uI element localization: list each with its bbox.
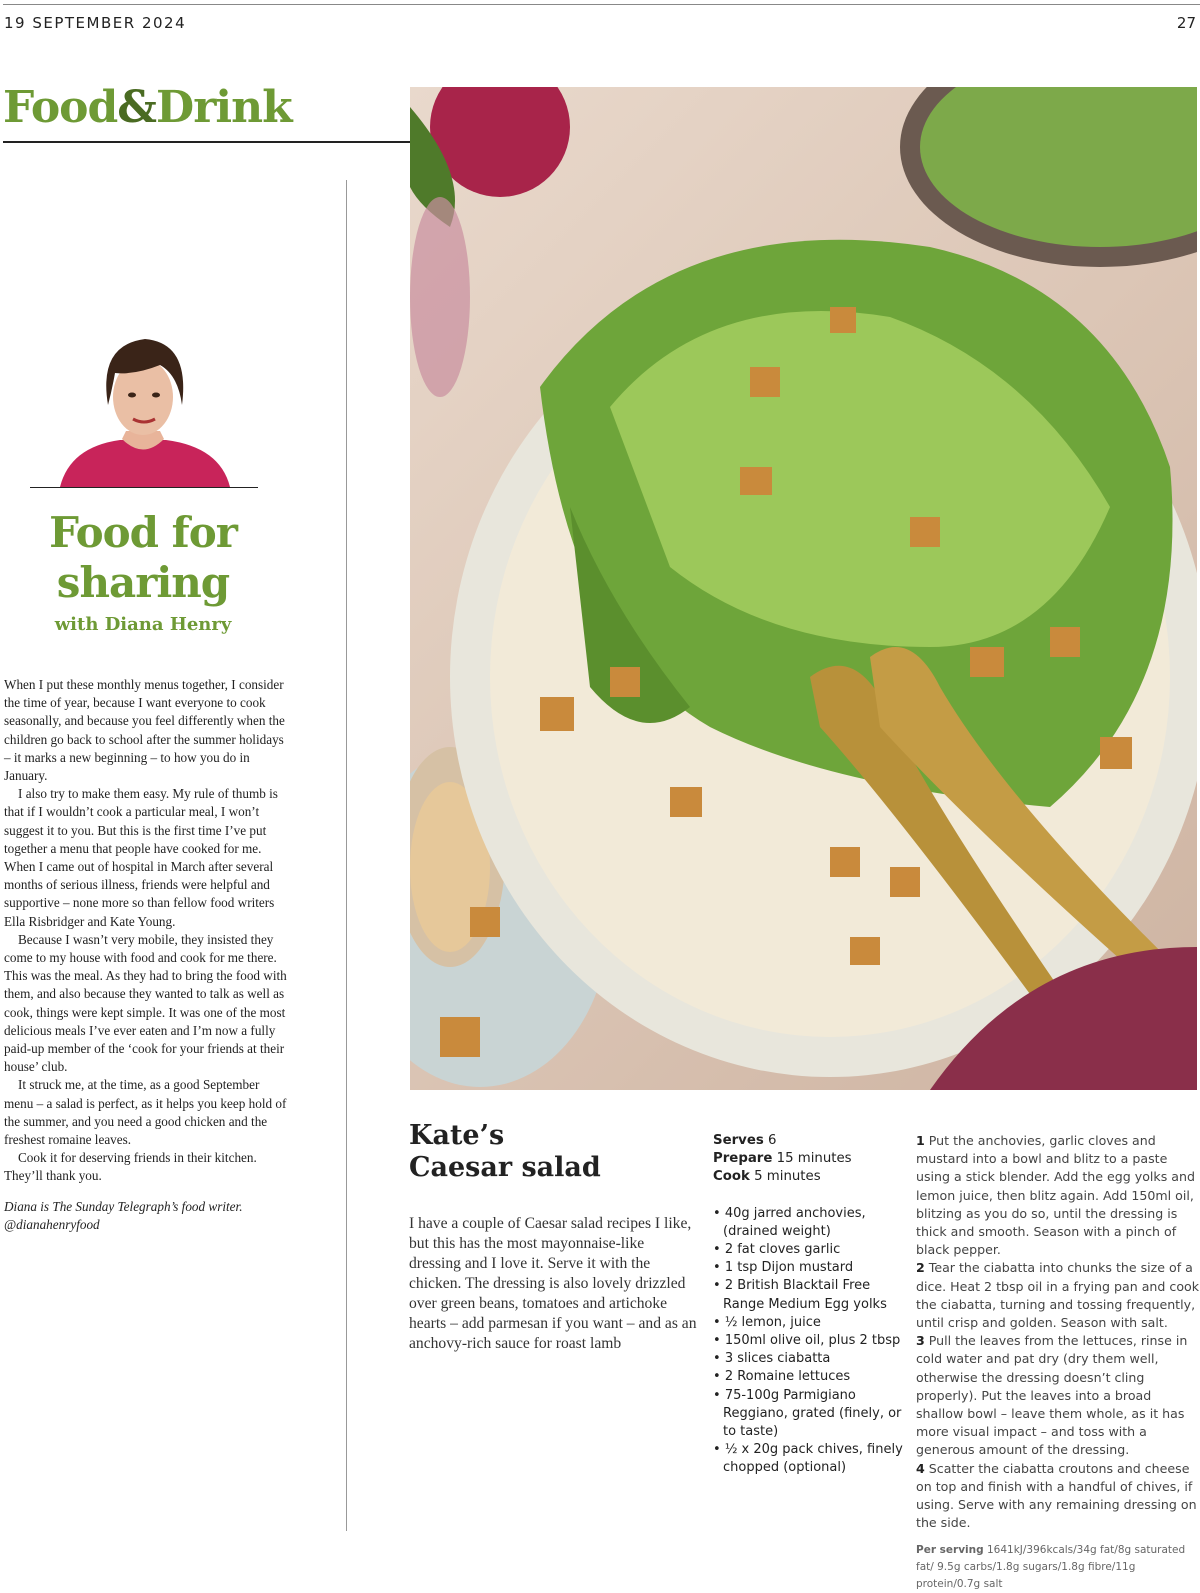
- page-number: 27: [1176, 14, 1196, 32]
- recipe-method: [916, 1132, 1200, 1593]
- ingredient: • 150ml olive oil, plus 2 tbsp: [713, 1332, 907, 1350]
- ingredient: • 2 British Blacktail Free Range Medium Egg yolks: [713, 1277, 907, 1313]
- author-signoff: [4, 1198, 288, 1234]
- prepare-value: 15 minutes: [776, 1151, 852, 1167]
- ingredient: • 75-100g Parmigiano Reggiano, grated (finely, or to taste): [713, 1387, 907, 1442]
- step-text: Put the anchovies, garlic cloves and mustard into a bowl and blitz to a paste using a stick blender. Add the egg yolks and lemon juice, then blitz again. Add 150ml oil, blitzing as you do so, until the dressing is thick and smooth. Season with a pinch of black pepper.: [916, 1133, 1195, 1258]
- paragraph: Cook it for deserving friends in their kitchen. They’ll thank you.: [4, 1150, 257, 1184]
- method-steps: [916, 1132, 1200, 1532]
- column-text: [4, 676, 288, 1234]
- section-title-part: Food: [3, 82, 118, 133]
- column-divider: [346, 180, 347, 1531]
- author-portrait: [50, 335, 236, 487]
- paragraph: When I put these monthly menus together, I consider the time of year, because I want everyone to cook seasonally, and because you feel differently when the children go back to school after the summer holidays – it marks a new beginning – to how you do in January.: [4, 677, 285, 784]
- nutrition-values: 1641kJ/396kcals/34g fat/8g saturated fat/ 9.5g carbs/1.8g sugars/1.8g fibre/11g protein/0.7g salt: [916, 1544, 1186, 1591]
- author-handle: @dianahenryfood: [4, 1216, 100, 1232]
- step-number: 4: [916, 1460, 925, 1476]
- portrait-rule: [30, 487, 258, 488]
- recipe-title-line: Kate’s: [409, 1120, 505, 1151]
- step-text: Pull the leaves from the lettuces, rinse in cold water and pat dry (dry them well, otherwise the dressing doesn’t cling properly). Put the leaves into a broad shallow bowl – leave them whole, as it has more visual impact – and toss with a generous amount of the dressing.: [916, 1333, 1188, 1458]
- paragraph: It struck me, at the time, as a good September menu – a salad is perfect, as it helps you keep hold of the summer, and you need a good chicken and the freshest romaine leaves.: [4, 1077, 287, 1148]
- caesar-salad-photo: [410, 87, 1197, 1090]
- ingredient: • 3 slices ciabatta: [713, 1350, 907, 1368]
- article-body: [4, 676, 288, 1186]
- section-rule: [3, 141, 410, 143]
- cook-time: [713, 1168, 907, 1186]
- ingredient: • 2 fat cloves garlic: [713, 1241, 907, 1259]
- cook-value: 5 minutes: [754, 1169, 821, 1185]
- step-text: Tear the ciabatta into chunks the size of a dice. Heat 2 tbsp oil in a frying pan and cook the ciabatta, turning and tossing frequently, until crisp and golden. Season with salt.: [916, 1260, 1200, 1331]
- signoff-text: Diana is The Sunday Telegraph’s food writer.: [4, 1198, 243, 1214]
- prepare-label: Prepare: [713, 1151, 773, 1167]
- step-number: 3: [916, 1333, 925, 1349]
- recipe-details: [713, 1132, 907, 1478]
- paragraph: I also try to make them easy. My rule of thumb is that if I wouldn’t cook a particular meal, I won’t suggest it to you. But this is the first time I’ve put together a menu that people have cooked for me. When I came out of hospital in March after several months of serious illness, friends were helpful and supportive – none more so than fellow food writers Ella Risbridger and Kate Young.: [4, 786, 278, 929]
- recipe-title: [409, 1120, 601, 1184]
- step-number: 2: [916, 1260, 925, 1276]
- section-ampersand: &: [117, 82, 157, 133]
- recipe-title-line: Caesar salad: [409, 1152, 601, 1183]
- prepare-time: [713, 1150, 907, 1168]
- serves-label: Serves: [713, 1133, 764, 1148]
- ingredient: • ½ x 20g pack chives, finely chopped (optional): [713, 1441, 907, 1477]
- cook-label: Cook: [713, 1169, 750, 1185]
- method-step: [916, 1132, 1200, 1259]
- step-number: 1: [916, 1133, 925, 1148]
- method-step: [916, 1332, 1200, 1459]
- method-step: [916, 1460, 1200, 1533]
- top-rule: [3, 4, 1200, 5]
- column-title: [0, 508, 286, 608]
- recipe-meta: [713, 1132, 907, 1187]
- ingredient: • 1 tsp Dijon mustard: [713, 1259, 907, 1277]
- column-title-line: Food for: [49, 508, 237, 557]
- nutrition-info: [916, 1542, 1200, 1593]
- method-step: [916, 1259, 1200, 1332]
- ingredient: • 2 Romaine lettuces: [713, 1368, 907, 1386]
- serves: [713, 1132, 907, 1150]
- section-title: [3, 82, 292, 133]
- step-text: Scatter the ciabatta croutons and cheese on top and finish with a handful of chives, if using. Serve with any remaining dressing on the side.: [916, 1460, 1197, 1531]
- ingredient: • 40g jarred anchovies, (drained weight): [713, 1205, 907, 1241]
- byline: with Diana Henry: [54, 614, 232, 635]
- serves-value: 6: [768, 1133, 777, 1148]
- recipe-intro: I have a couple of Caesar salad recipes I like, but this has the most mayonnaise-like dressing and I love it. Serve it with the chicken. The dressing is also lovely drizzled over green beans, tomatoes and artichoke hearts – add parmesan if you want – and as an anchovy-rich sauce for roast lamb: [409, 1215, 697, 1352]
- column-title-line: sharing: [56, 558, 230, 607]
- section-title-part: Drink: [156, 82, 292, 133]
- issue-date: 19 SEPTEMBER 2024: [4, 14, 187, 32]
- paragraph: Because I wasn’t very mobile, they insisted they come to my house with food and cook for me there. This was the meal. As they had to bring the food with them, and also because they wanted to talk as well as cook, things were kept simple. It was one of the most delicious meals I’ve ever eaten and I’m now a fully paid-up member of the ‘cook for your friends at their house’ club.: [4, 931, 287, 1075]
- ingredient: • ½ lemon, juice: [713, 1314, 907, 1332]
- ingredients-list: [713, 1205, 907, 1478]
- nutrition-label: Per serving: [916, 1544, 984, 1557]
